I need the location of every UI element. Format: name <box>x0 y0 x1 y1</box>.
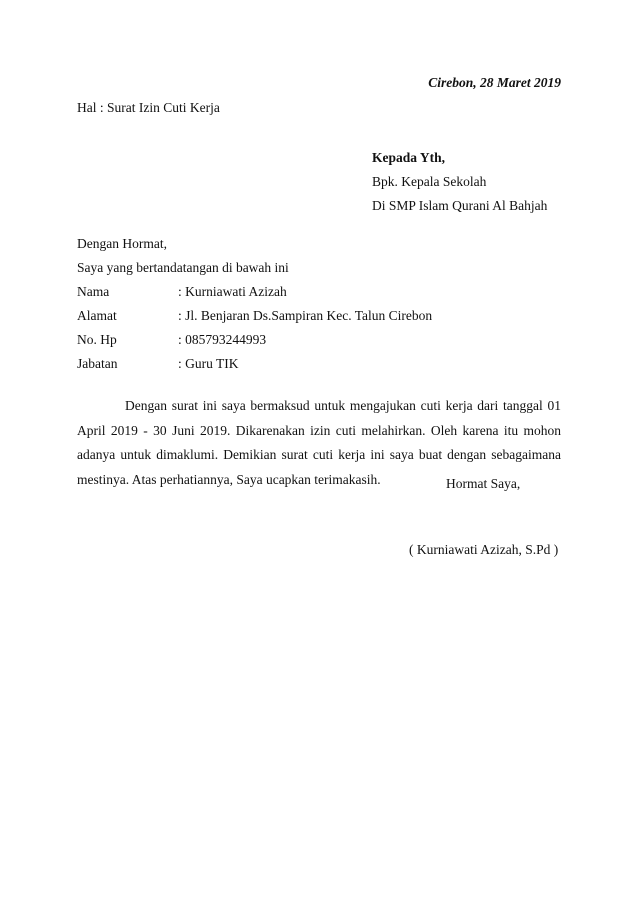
field-row-name <box>77 280 432 304</box>
recipient-salutation: Kepada Yth, <box>372 150 446 165</box>
intro-line: Saya yang bertandatangan di bawah ini <box>77 260 289 275</box>
closing-phrase: Hormat Saya, <box>446 476 521 491</box>
field-row-position <box>77 352 432 376</box>
field-value: : 085793244993 <box>178 328 266 352</box>
field-label: Jabatan <box>77 356 118 371</box>
greeting: Dengan Hormat, <box>77 236 167 251</box>
field-value: : Guru TIK <box>178 352 239 376</box>
letter-subject: Hal : Surat Izin Cuti Kerja <box>77 100 220 115</box>
field-label: Alamat <box>77 308 117 323</box>
field-row-address <box>77 304 432 328</box>
signature-name: ( Kurniawati Azizah, S.Pd ) <box>409 542 559 557</box>
recipient-title: Bpk. Kepala Sekolah <box>372 174 487 189</box>
recipient-institution: Di SMP Islam Qurani Al Bahjah <box>372 198 548 213</box>
opening-block <box>77 232 289 280</box>
field-label: No. Hp <box>77 332 117 347</box>
field-value: : Kurniawati Azizah <box>178 280 287 304</box>
identity-fields <box>77 280 432 376</box>
letter-body: Dengan surat ini saya bermaksud untuk mengajukan cuti kerja dari tanggal 01 April 2019 - 30 Juni 2019. Dikarenakan izin cuti melahirkan. Oleh karena itu mohon adanya untuk dimaklumi. Demikian surat cuti kerja ini saya buat dengan sebagaimana mestinya. Atas perhatiannya, Saya ucapkan terimakasih. <box>77 398 561 487</box>
field-value: : Jl. Benjaran Ds.Sampiran Kec. Talun Cirebon <box>178 304 432 328</box>
field-label: Nama <box>77 284 110 299</box>
recipient-block <box>372 146 547 218</box>
field-row-phone <box>77 328 432 352</box>
letter-date: Cirebon, 28 Maret 2019 <box>428 75 561 90</box>
